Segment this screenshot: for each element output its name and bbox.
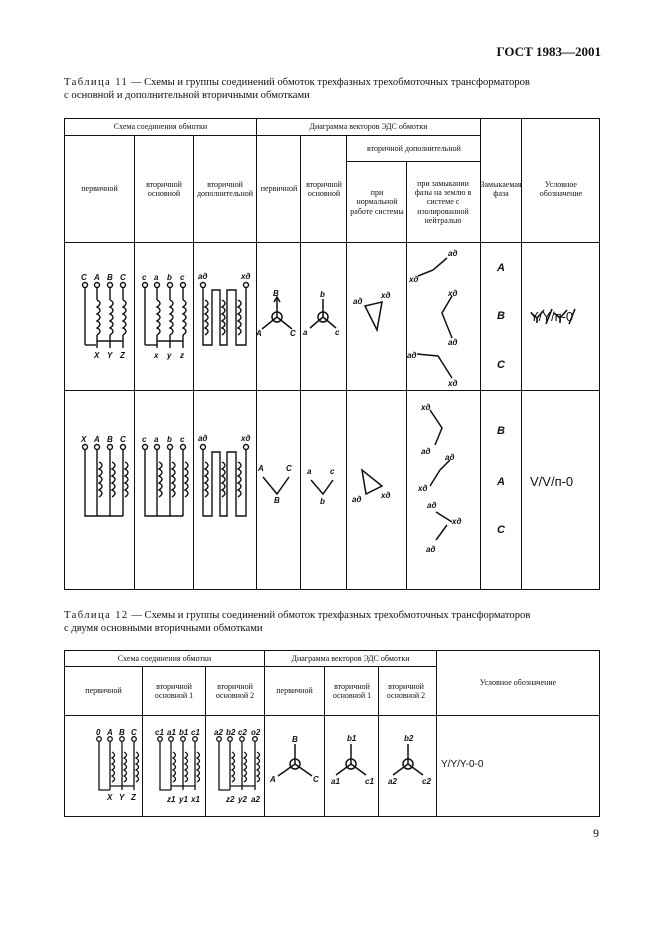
row2-primary-label-2: B (107, 435, 113, 444)
row1-secondary-bottom-0: x (154, 351, 159, 360)
row2-gf-label-4: aд (427, 501, 437, 510)
row1-primary-vec-1: A (256, 329, 262, 338)
row1-secondary-vec-2: c (335, 328, 340, 337)
table12-caption (64, 609, 530, 635)
standard-number: ГОСТ 1983—2001 (496, 44, 601, 59)
t12-header-diag-secondary2: вторичной основной 2 (386, 681, 426, 700)
row1-primary-bottom-0: X (94, 351, 100, 360)
row2-secondary-label-3: c (180, 435, 185, 444)
row1-ground-fault-vectors (417, 258, 452, 378)
t11-header-designation: Условное обозначение (539, 179, 583, 198)
row2-extra-label-0: aд (198, 434, 208, 443)
t12-primary-vec-0: B (292, 735, 298, 744)
row1-gf-label-1: xд (409, 275, 419, 284)
row1-primary-label-0: C (81, 273, 87, 282)
t11-header-shorted-phase: Замыкаемая фаза (480, 179, 522, 198)
row1-designation: Y/Y/п-0 (530, 309, 574, 324)
t12-header-secondary1: вторичной основной 1 (154, 681, 194, 700)
row2-gf-label-0: xд (421, 403, 431, 412)
t12-primary-label-0: 0 (96, 728, 101, 737)
row2-secondary-vec-2: b (320, 497, 325, 506)
t12-header-secondary2: вторичной основной 2 (215, 681, 255, 700)
t11-header-diagram: Диаграмма векторов ЭДС обмотки (309, 122, 428, 132)
row1-primary-scheme (83, 283, 127, 349)
t12-primary-label-2: B (119, 728, 125, 737)
row2-gf-label-6: aд (426, 545, 436, 554)
row1-gf-label-5: xд (448, 379, 458, 388)
table12-caption-label: Таблица 12 (64, 610, 129, 621)
row1-phase-0: A (497, 262, 505, 274)
row1-gf-label-3: aд (448, 338, 458, 347)
row1-secondary-label-0: c (142, 273, 147, 282)
t12-primary-vec-1: A (270, 775, 276, 784)
t12-secondary1-vec-1: a1 (331, 777, 340, 786)
row1-primary-bottom-2: Z (120, 351, 125, 360)
row1-secondary-bottom-1: y (167, 351, 172, 360)
row1-gf-label-0: aд (448, 249, 458, 258)
t11-header-secondary-extra: вторичной дополнительной (196, 179, 254, 198)
row2-primary-v (263, 477, 289, 494)
row2-primary-scheme (83, 445, 129, 517)
row1-extra-scheme (201, 283, 249, 346)
t12-secondary2-bottom-0: z2 (226, 795, 235, 804)
row2-normal-vec-1: xд (381, 491, 391, 500)
row1-secondary-label-1: a (154, 273, 159, 282)
row1-secondary-vec-0: b (320, 290, 325, 299)
row2-gf-label-2: aд (445, 453, 455, 462)
row1-primary-label-1: A (94, 273, 100, 282)
row1-secondary-label-3: c (180, 273, 185, 282)
row1-primary-star (262, 297, 292, 329)
row1-normal-vec-0: aд (353, 297, 363, 306)
t12-header-scheme: Схема соединения обмотки (117, 653, 212, 663)
t12-secondary1-label-0: c1 (155, 728, 164, 737)
row2-secondary-scheme (143, 445, 189, 517)
t11-header-primary: первичной (81, 184, 118, 194)
t12-header-diag-secondary1: вторичной основной 1 (332, 681, 372, 700)
t12-designation: Y/Y/Y-0-0 (441, 759, 484, 770)
row1-primary-label-2: B (107, 273, 113, 282)
row2-phase-1: A (497, 476, 505, 488)
row1-primary-vec-2: C (290, 329, 296, 338)
table11-caption-text: — Схемы и группы соединений обмоток трехфазных трехобмоточных трансформаторов (128, 77, 530, 88)
table12-caption-text: — Схемы и группы соединений обмоток трехфазных трехобмоточных трансформаторов (128, 610, 531, 621)
t11-header-ground-fault: при замыкании фазы на землю в системе с изолированной нейтралью (414, 178, 472, 225)
row1-secondary-vec-1: a (303, 328, 308, 337)
row1-secondary-scheme (143, 283, 187, 349)
t12-secondary2-bottom-1: y2 (238, 795, 247, 804)
t12-primary-vec-2: C (313, 775, 319, 784)
t12-secondary1-label-3: c1 (191, 728, 200, 737)
row2-primary-label-3: C (120, 435, 126, 444)
row2-normal-vec-0: aд (352, 495, 362, 504)
row2-gf-label-5: xд (452, 517, 462, 526)
row1-phase-1: B (497, 310, 505, 322)
page-number: 9 (593, 826, 599, 840)
row2-primary-label-0: X (81, 435, 87, 444)
table12-caption-line2: с двумя основными вторичными обмотками (64, 623, 263, 634)
row1-gf-label-4: aд (407, 351, 417, 360)
table11-caption-line2: с основной и дополнительной вторичными обмотками (64, 90, 310, 101)
t11-header-normal: при нормальной работе системы (350, 188, 404, 216)
row2-designation: V/V/п-0 (530, 474, 574, 489)
row1-secondary-label-2: b (167, 273, 172, 282)
t12-secondary1-bottom-0: z1 (167, 795, 176, 804)
row1-primary-vec-0: B (273, 289, 279, 298)
row1-extra-label-0: aд (198, 272, 208, 281)
t11-header-diag-secondary-main: вторичной основной (306, 179, 342, 198)
t12-secondary2-bottom-2: a2 (251, 795, 260, 804)
row2-secondary-label-1: a (154, 435, 159, 444)
t11-header-scheme: Схема соединения обмотки (113, 122, 208, 132)
row1-extra-label-1: xд (241, 272, 251, 281)
row1-gf-label-2: xд (448, 289, 458, 298)
row2-primary-label-1: A (94, 435, 100, 444)
row1-primary-label-3: C (120, 273, 126, 282)
t12-primary-bottom-1: Y (119, 793, 125, 802)
row2-secondary-vec-1: c (330, 467, 335, 476)
table11-caption-label: Таблица 11 (64, 77, 129, 88)
t12-secondary2-vec-0: b2 (404, 734, 414, 743)
row2-secondary-vec-0: a (307, 467, 312, 476)
t12-primary-label-1: A (107, 728, 113, 737)
row1-primary-bottom-1: Y (107, 351, 113, 360)
row1-normal-vec-1: xд (381, 291, 391, 300)
row2-phase-0: B (497, 425, 505, 437)
t12-secondary1-bottom-2: x1 (191, 795, 200, 804)
t12-primary-bottom-2: Z (131, 793, 136, 802)
row2-gf-label-1: aд (421, 447, 431, 456)
row2-ground-fault-vectors (430, 410, 455, 540)
row2-normal-triangle (362, 470, 382, 494)
t12-secondary1-label-1: a1 (167, 728, 176, 737)
t12-header-diagram: Диаграмма векторов ЭДС обмотки (291, 653, 410, 663)
row2-secondary-label-0: c (142, 435, 147, 444)
t12-secondary2-label-2: c2 (238, 728, 247, 737)
t12-secondary1-vec-2: c1 (365, 777, 374, 786)
row2-primary-vec-1: C (286, 464, 292, 473)
row1-phase-2: C (497, 359, 505, 371)
row2-extra-scheme (201, 445, 249, 517)
t12-secondary1-vec-0: b1 (347, 734, 357, 743)
t11-header-diag-primary: первичной (260, 184, 298, 194)
row2-extra-label-1: xд (241, 434, 251, 443)
row2-primary-vec-2: B (274, 496, 280, 505)
t11-header-diag-secondary-extra: вторичной дополнительной (367, 143, 461, 153)
t12-header-designation: Условное обозначение (479, 678, 557, 688)
t12-secondary2-label-3: o2 (251, 728, 261, 737)
t12-secondary2-label-1: b2 (226, 728, 236, 737)
row2-secondary-v (311, 480, 333, 494)
row2-phase-2: C (497, 524, 505, 536)
t12-header-primary: первичной (85, 686, 122, 696)
row2-gf-label-3: xд (418, 484, 428, 493)
row1-normal-triangle (365, 302, 382, 330)
t11-header-secondary-main: вторичной основной (146, 179, 182, 198)
t12-secondary1-label-2: b1 (179, 728, 189, 737)
row2-secondary-label-2: b (167, 435, 172, 444)
t12-primary-label-3: C (131, 728, 137, 737)
t12-secondary1-bottom-1: y1 (179, 795, 188, 804)
row1-secondary-star (310, 299, 336, 328)
t12-header-diag-primary: первичной (276, 686, 313, 696)
row2-primary-vec-0: A (258, 464, 264, 473)
row1-secondary-bottom-2: z (180, 351, 184, 360)
t12-secondary2-vec-1: a2 (388, 777, 397, 786)
t12-secondary2-label-0: a2 (214, 728, 223, 737)
t12-primary-bottom-0: X (107, 793, 113, 802)
t12-secondary2-vec-2: c2 (422, 777, 431, 786)
